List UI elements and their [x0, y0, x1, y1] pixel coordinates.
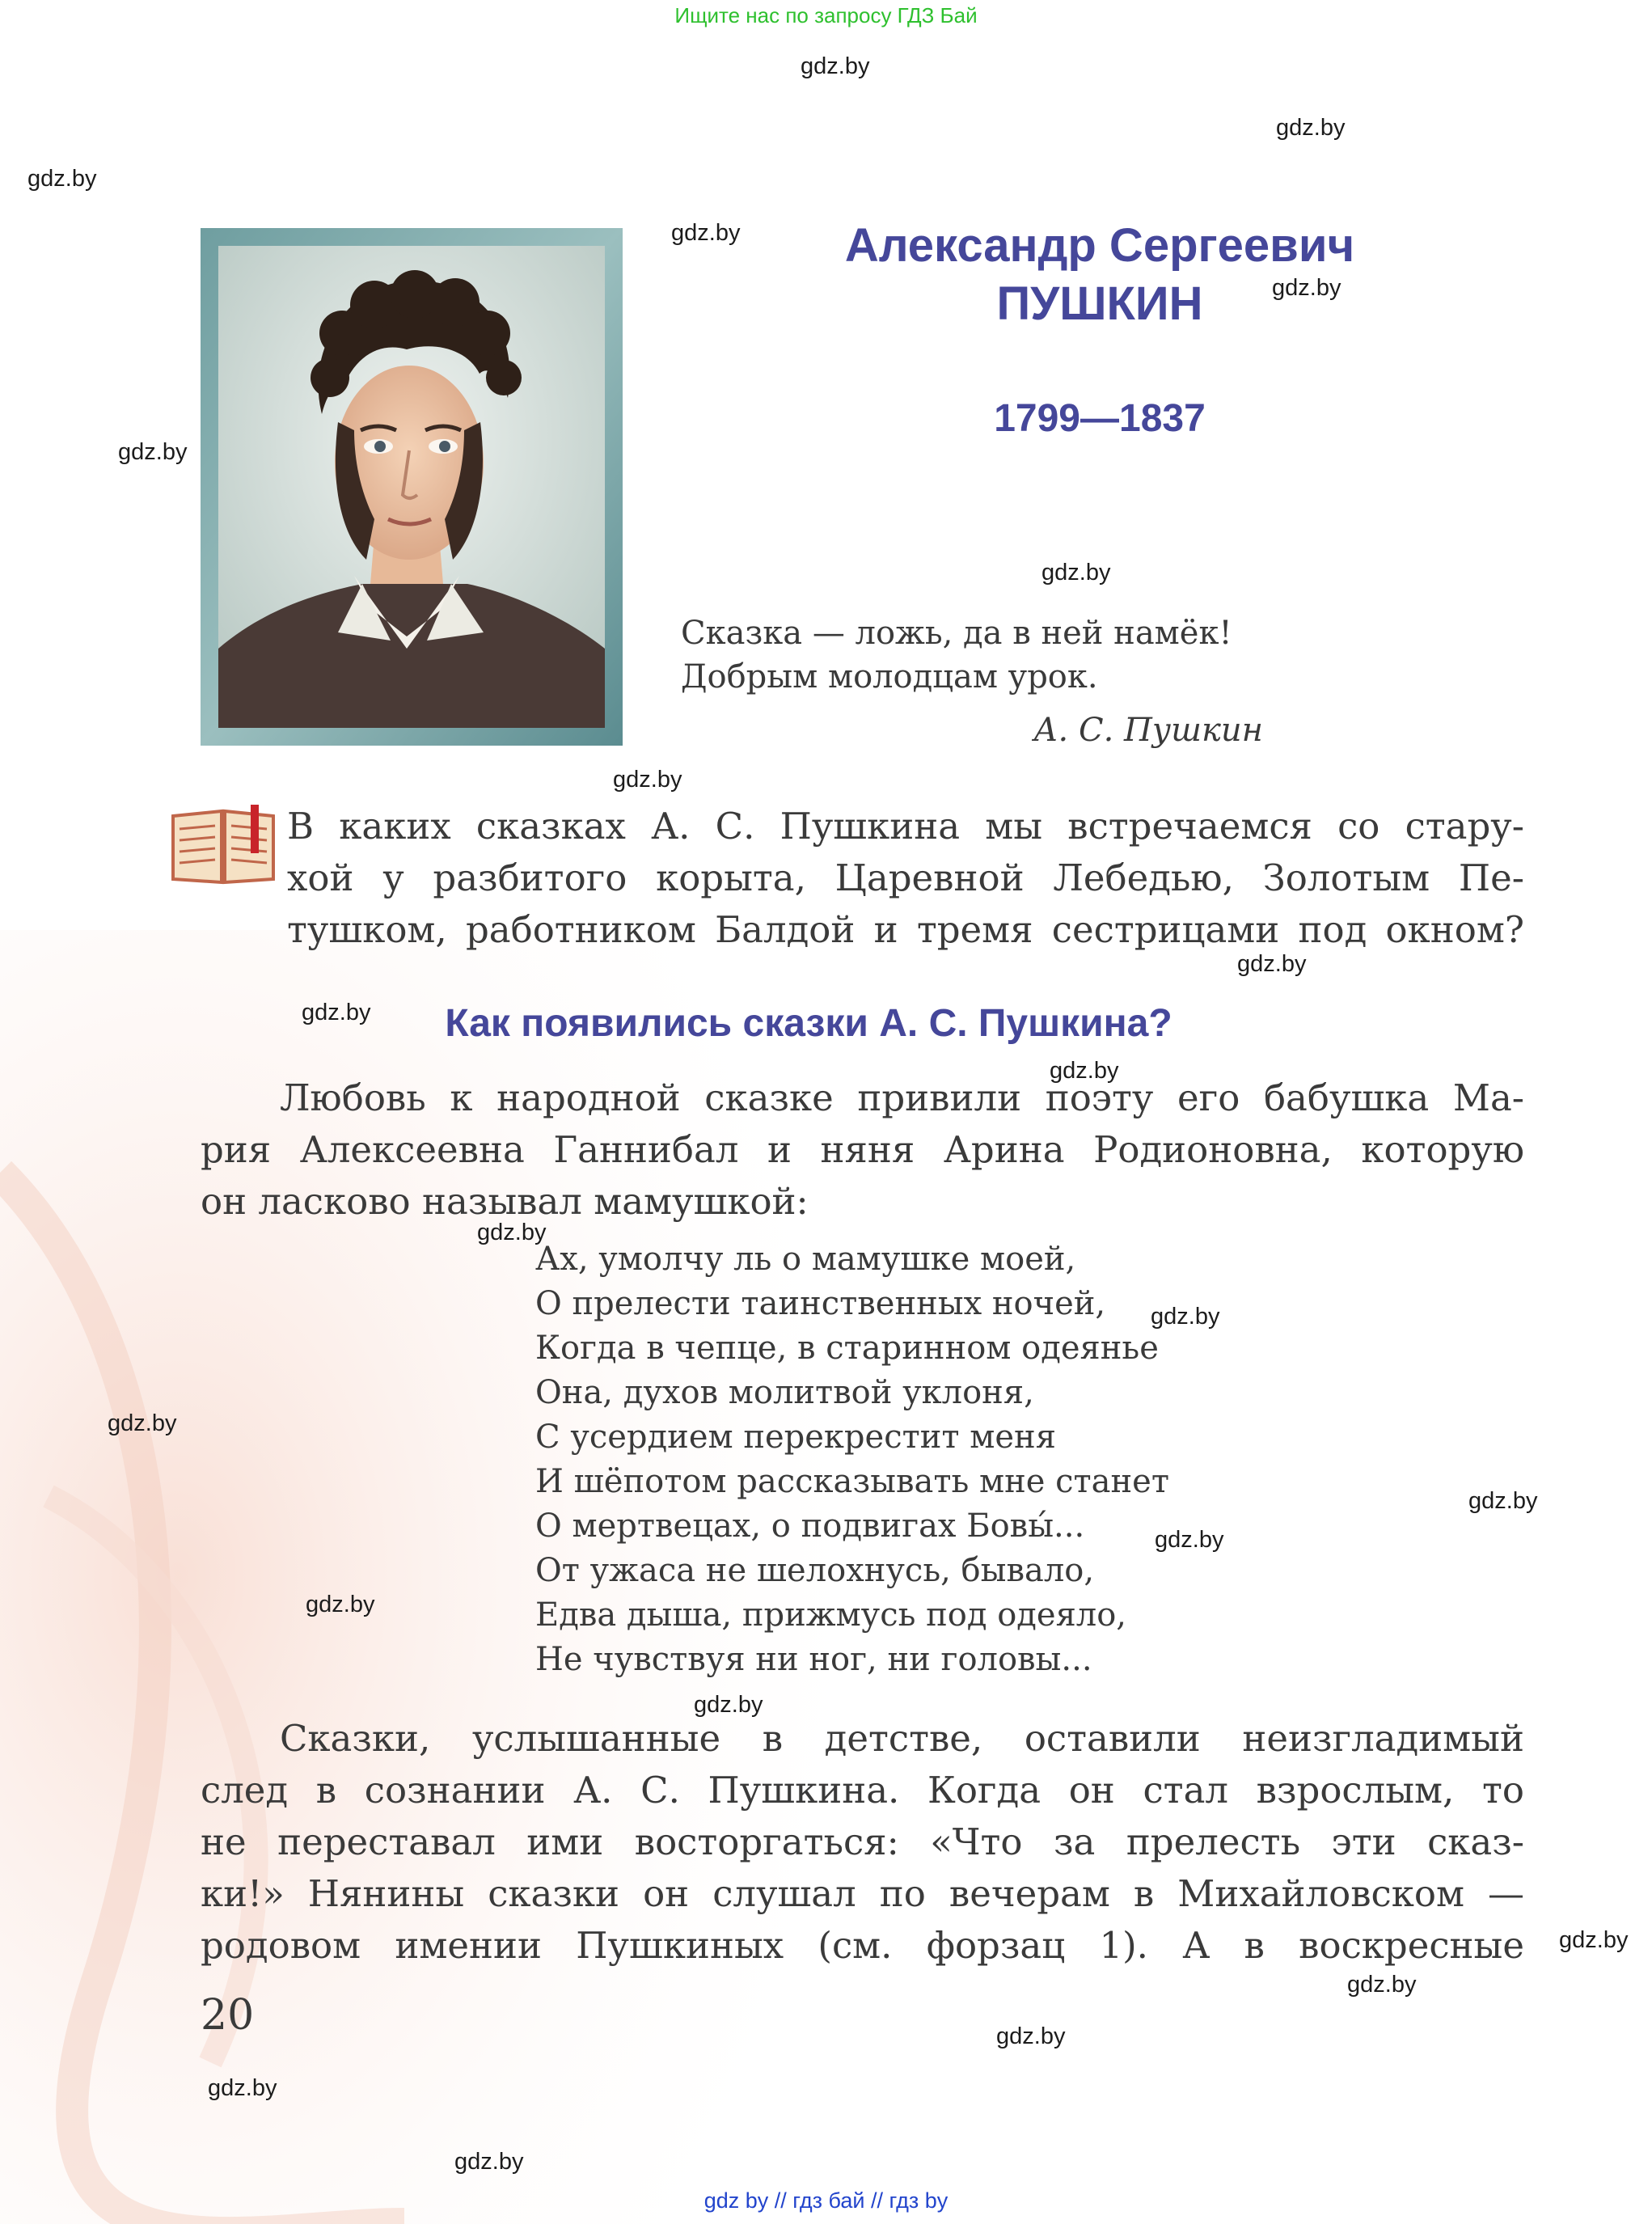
paragraph-2 — [201, 1713, 1524, 1972]
open-book-icon — [170, 805, 277, 886]
watermark: gdz.by — [1155, 1527, 1224, 1553]
paragraph-1 — [201, 1072, 1524, 1228]
epigraph-author: А. С. Пушкин — [1033, 712, 1263, 749]
watermark: gdz.by — [1151, 1304, 1220, 1330]
bottom-banner[interactable]: gdz by // гдз бай // гдз by — [703, 2188, 949, 2213]
paragraph-line: он ласково называл мамушкой: — [201, 1180, 809, 1223]
author-name-line2: ПУШКИН — [996, 277, 1203, 330]
watermark: gdz.by — [671, 220, 741, 246]
watermark: gdz.by — [27, 166, 97, 192]
poem-line: О мертвецах, о подвигах Бовы́... — [535, 1507, 1085, 1545]
watermark: gdz.by — [454, 2149, 524, 2175]
paragraph-line: след в сознании А. С. Пушкина. Когда он стал взрослым, то — [201, 1769, 1524, 1812]
paragraph-line: Любовь к народной сказке привили поэту его бабушка Ма- — [280, 1076, 1524, 1119]
question-text — [287, 801, 1524, 956]
paragraph-line: рия Алексеевна Ганнибал и няня Арина Родионовна, которую — [201, 1128, 1524, 1171]
watermark: gdz.by — [1041, 560, 1111, 586]
page-number: 20 — [201, 1991, 255, 2040]
epigraph-line: Добрым молодцам урок. — [681, 658, 1098, 696]
poem-line: Не чувствуя ни ног, ни головы... — [535, 1641, 1092, 1678]
poem-line: И шёпотом рассказывать мне станет — [535, 1463, 1169, 1500]
watermark: gdz.by — [1272, 275, 1341, 301]
watermark: gdz.by — [1468, 1488, 1538, 1514]
watermark: gdz.by — [108, 1410, 177, 1436]
watermark: gdz.by — [1276, 115, 1346, 141]
watermark: gdz.by — [996, 2023, 1066, 2049]
poem-line: Когда в чепце, в старинном одеянье — [535, 1330, 1159, 1367]
question-line: В каких сказках А. С. Пушкина мы встречаемся со стару- — [287, 805, 1524, 848]
watermark: gdz.by — [613, 767, 682, 793]
poem-line: С усердием перекрестит меня — [535, 1419, 1056, 1456]
question-line: хой у разбитого корыта, Царевной Лебедью, Золотым Пе- — [287, 856, 1524, 899]
top-banner[interactable]: Ищите нас по запросу ГДЗ Бай — [674, 3, 978, 27]
paragraph-line: Сказки, услышанные в детстве, оставили неизгладимый — [280, 1717, 1524, 1760]
life-years: 1799—1837 — [994, 397, 1206, 440]
paragraph-line: родовом имении Пушкиных (см. форзац 1). А в воскресные — [201, 1924, 1524, 1967]
watermark: gdz.by — [477, 1220, 547, 1245]
paragraph-line: не переставал ими восторгаться: «Что за прелесть эти сказ- — [201, 1820, 1524, 1863]
poem-line: О прелести таинственных ночей, — [535, 1285, 1106, 1322]
watermark: gdz.by — [1237, 951, 1307, 977]
author-name-line1: Александр Сергеевич — [844, 219, 1355, 272]
watermark: gdz.by — [118, 439, 188, 465]
section-heading: Как появились сказки А. С. Пушкина? — [445, 1002, 1172, 1045]
watermark: gdz.by — [208, 2075, 277, 2101]
watermark: gdz.by — [306, 1592, 375, 1617]
poem-line: Едва дыша, прижмусь под одеяло, — [535, 1596, 1127, 1634]
poem-line: Она, духов молитвой уклоня, — [535, 1374, 1034, 1411]
watermark: gdz.by — [302, 1000, 371, 1025]
poem — [535, 1237, 1169, 1682]
paragraph-line: ки!» Нянины сказки он слушал по вечерам в Михайловском — — [201, 1872, 1524, 1915]
watermark: gdz.by — [1559, 1927, 1629, 1953]
pushkin-portrait — [201, 228, 623, 746]
poem-line: Ах, умолчу ль о мамушке моей, — [535, 1241, 1076, 1278]
watermark: gdz.by — [694, 1692, 763, 1718]
watermark: gdz.by — [1347, 1972, 1417, 1998]
watermark: gdz.by — [801, 53, 870, 79]
poem-line: От ужаса не шелохнусь, бывало, — [535, 1552, 1095, 1589]
author-name — [752, 217, 1447, 333]
question-line: тушком, работником Балдой и тремя сестрицами под окном? — [287, 908, 1524, 951]
watermark: gdz.by — [1050, 1058, 1119, 1084]
epigraph — [681, 611, 1263, 752]
epigraph-line: Сказка — ложь, да в ней намёк! — [681, 615, 1232, 652]
